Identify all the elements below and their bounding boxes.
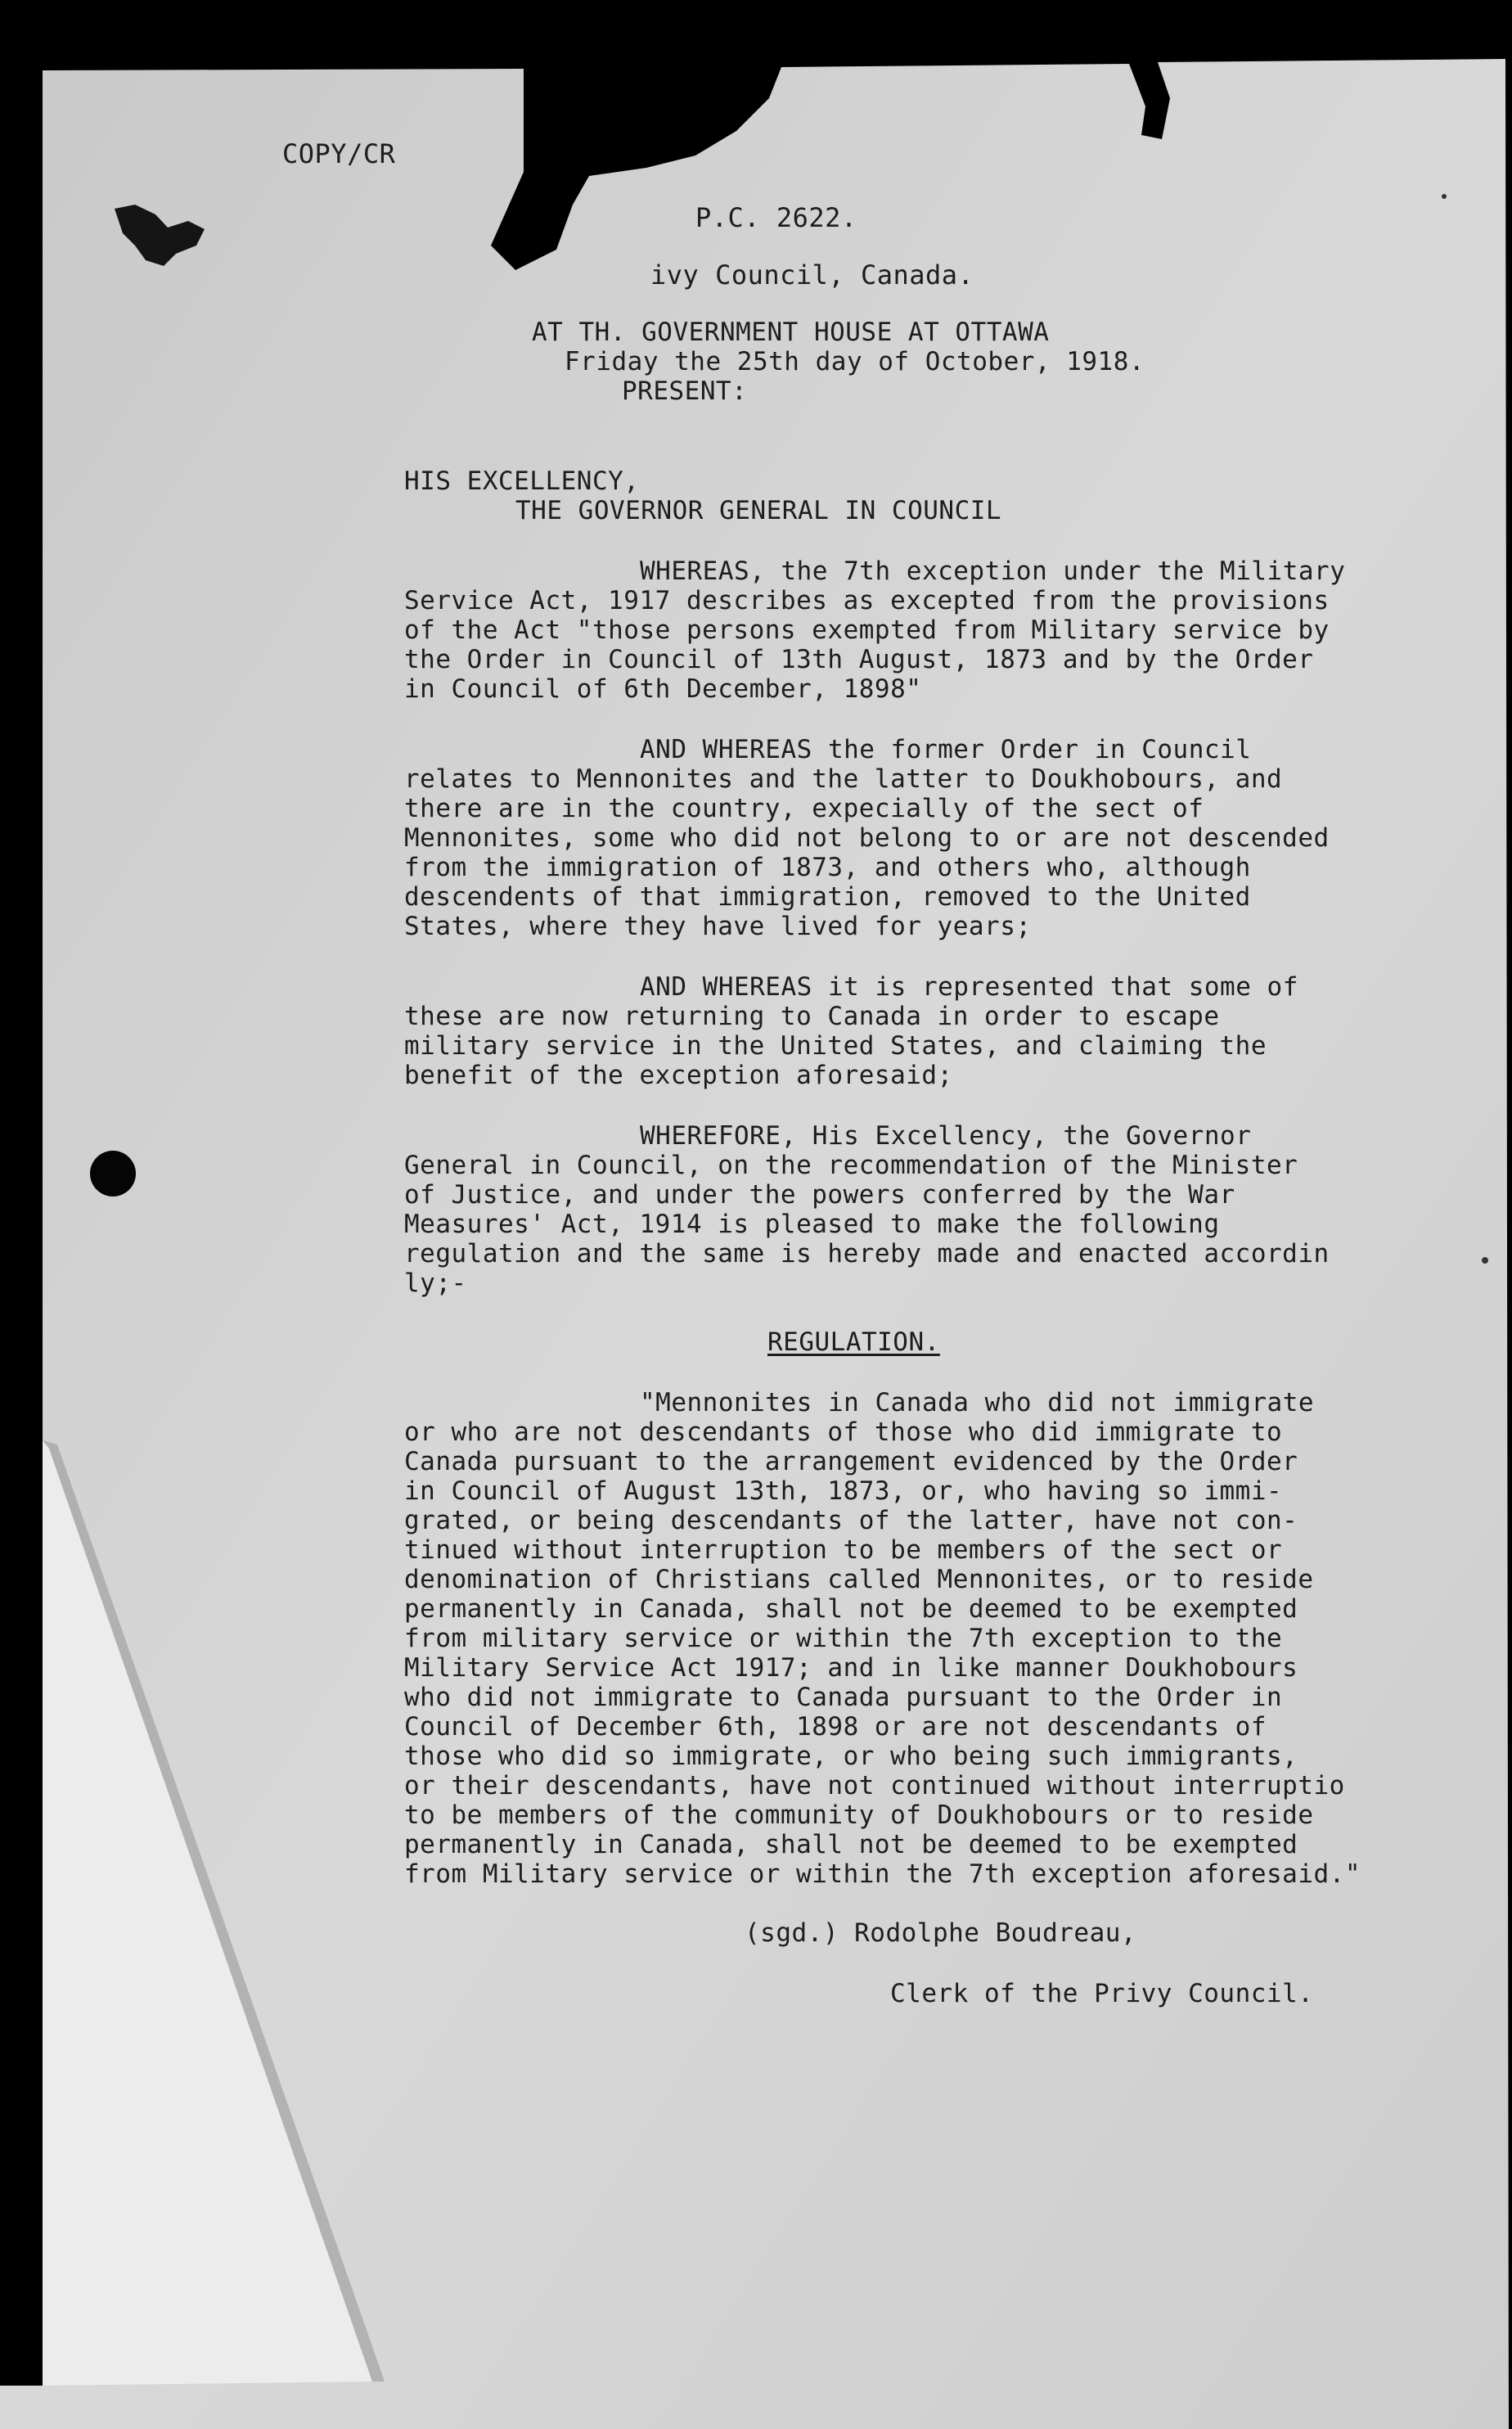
council-title: ivy Council, Canada. xyxy=(650,259,974,291)
text-line: who did not immigrate to Canada pursuant to the Order in xyxy=(404,1683,1283,1712)
text-line: these are now returning to Canada in order to escape xyxy=(404,1002,1220,1031)
text-line: tinued without interruption to be members of the sect or xyxy=(404,1535,1283,1565)
text-line: Service Act, 1917 describes as excepted from the provisions xyxy=(404,586,1330,615)
text-line: descendents of that immigration, removed to the United xyxy=(404,882,1251,912)
text-line: of Justice, and under the powers conferred by the War xyxy=(404,1180,1235,1210)
text-line: of the Act "those persons exempted from Military service by xyxy=(404,615,1330,645)
signature-line: (sgd.) Rodolphe Boudreau, xyxy=(745,1918,1137,1948)
addressee-line-1: HIS EXCELLENCY, xyxy=(404,466,640,496)
text-line: grated, or being descendants of the latter, have not con- xyxy=(404,1506,1298,1535)
pc-number: P.C. 2622. xyxy=(695,202,857,233)
date-line: Friday the 25th day of October, 1918. xyxy=(565,347,1145,376)
text-line: in Council of August 13th, 1873, or, who having so immi- xyxy=(404,1476,1283,1506)
text-line: States, where they have lived for years; xyxy=(404,912,1032,941)
text-line: Mennonites, some who did not belong to or are not descended xyxy=(404,823,1330,853)
text-line: benefit of the exception aforesaid; xyxy=(404,1061,953,1090)
present-label: PRESENT: xyxy=(622,376,748,406)
text-line: regulation and the same is hereby made and enacted accordin xyxy=(404,1239,1330,1269)
text-line: those who did so immigrate, or who being such immigrants, xyxy=(404,1742,1298,1771)
text-line: or who are not descendants of those who did immigrate to xyxy=(404,1417,1283,1447)
text-line: there are in the country, expecially of the sect of xyxy=(404,794,1204,823)
addressee-line-2: THE GOVERNOR GENERAL IN COUNCIL xyxy=(515,496,1002,525)
text-line: AND WHEREAS it is represented that some of xyxy=(640,972,1298,1002)
regulation-heading: REGULATION. xyxy=(767,1327,940,1357)
text-line: to be members of the community of Doukhobours or to reside xyxy=(404,1800,1314,1830)
text-line: Canada pursuant to the arrangement evidenced by the Order xyxy=(404,1447,1298,1476)
text-line: Measures' Act, 1914 is pleased to make the following xyxy=(404,1210,1220,1239)
text-line: permanently in Canada, shall not be deemed to be exempted xyxy=(404,1594,1298,1624)
text-line: WHEREAS, the 7th exception under the Military xyxy=(640,557,1346,586)
text-line: Council of December 6th, 1898 or are not descendants of xyxy=(404,1712,1267,1742)
location-line: AT TH. GOVERNMENT HOUSE AT OTTAWA xyxy=(532,318,1050,347)
text-line: AND WHEREAS the former Order in Council xyxy=(640,735,1252,764)
punch-hole xyxy=(90,1151,136,1196)
text-line: the Order in Council of 13th August, 1873 and by the Order xyxy=(404,645,1314,674)
text-line: "Mennonites in Canada who did not immigrate xyxy=(640,1388,1315,1417)
text-line: denomination of Christians called Mennonites, or to reside xyxy=(404,1565,1314,1594)
text-line: WHEREFORE, His Excellency, the Governor xyxy=(640,1121,1252,1151)
text-line: from the immigration of 1873, and others who, although xyxy=(404,853,1251,882)
text-line: General in Council, on the recommendation of the Minister xyxy=(404,1151,1298,1180)
text-line: from military service or within the 7th exception to the xyxy=(404,1624,1283,1653)
text-line: ly;- xyxy=(404,1269,467,1298)
text-line: permanently in Canada, shall not be deemed to be exempted xyxy=(404,1830,1298,1859)
text-line: relates to Mennonites and the latter to Doukhobours, and xyxy=(404,764,1283,794)
text-line: military service in the United States, and claiming the xyxy=(404,1031,1267,1061)
copy-mark: COPY/CR xyxy=(282,138,396,169)
text-line: from Military service or within the 7th exception aforesaid." xyxy=(404,1859,1361,1889)
text-line: Military Service Act 1917; and in like manner Doukhobours xyxy=(404,1653,1298,1683)
signatory-title: Clerk of the Privy Council. xyxy=(890,1979,1314,2008)
text-line: in Council of 6th December, 1898" xyxy=(404,674,922,704)
text-line: or their descendants, have not continued without interruptio xyxy=(404,1771,1345,1800)
